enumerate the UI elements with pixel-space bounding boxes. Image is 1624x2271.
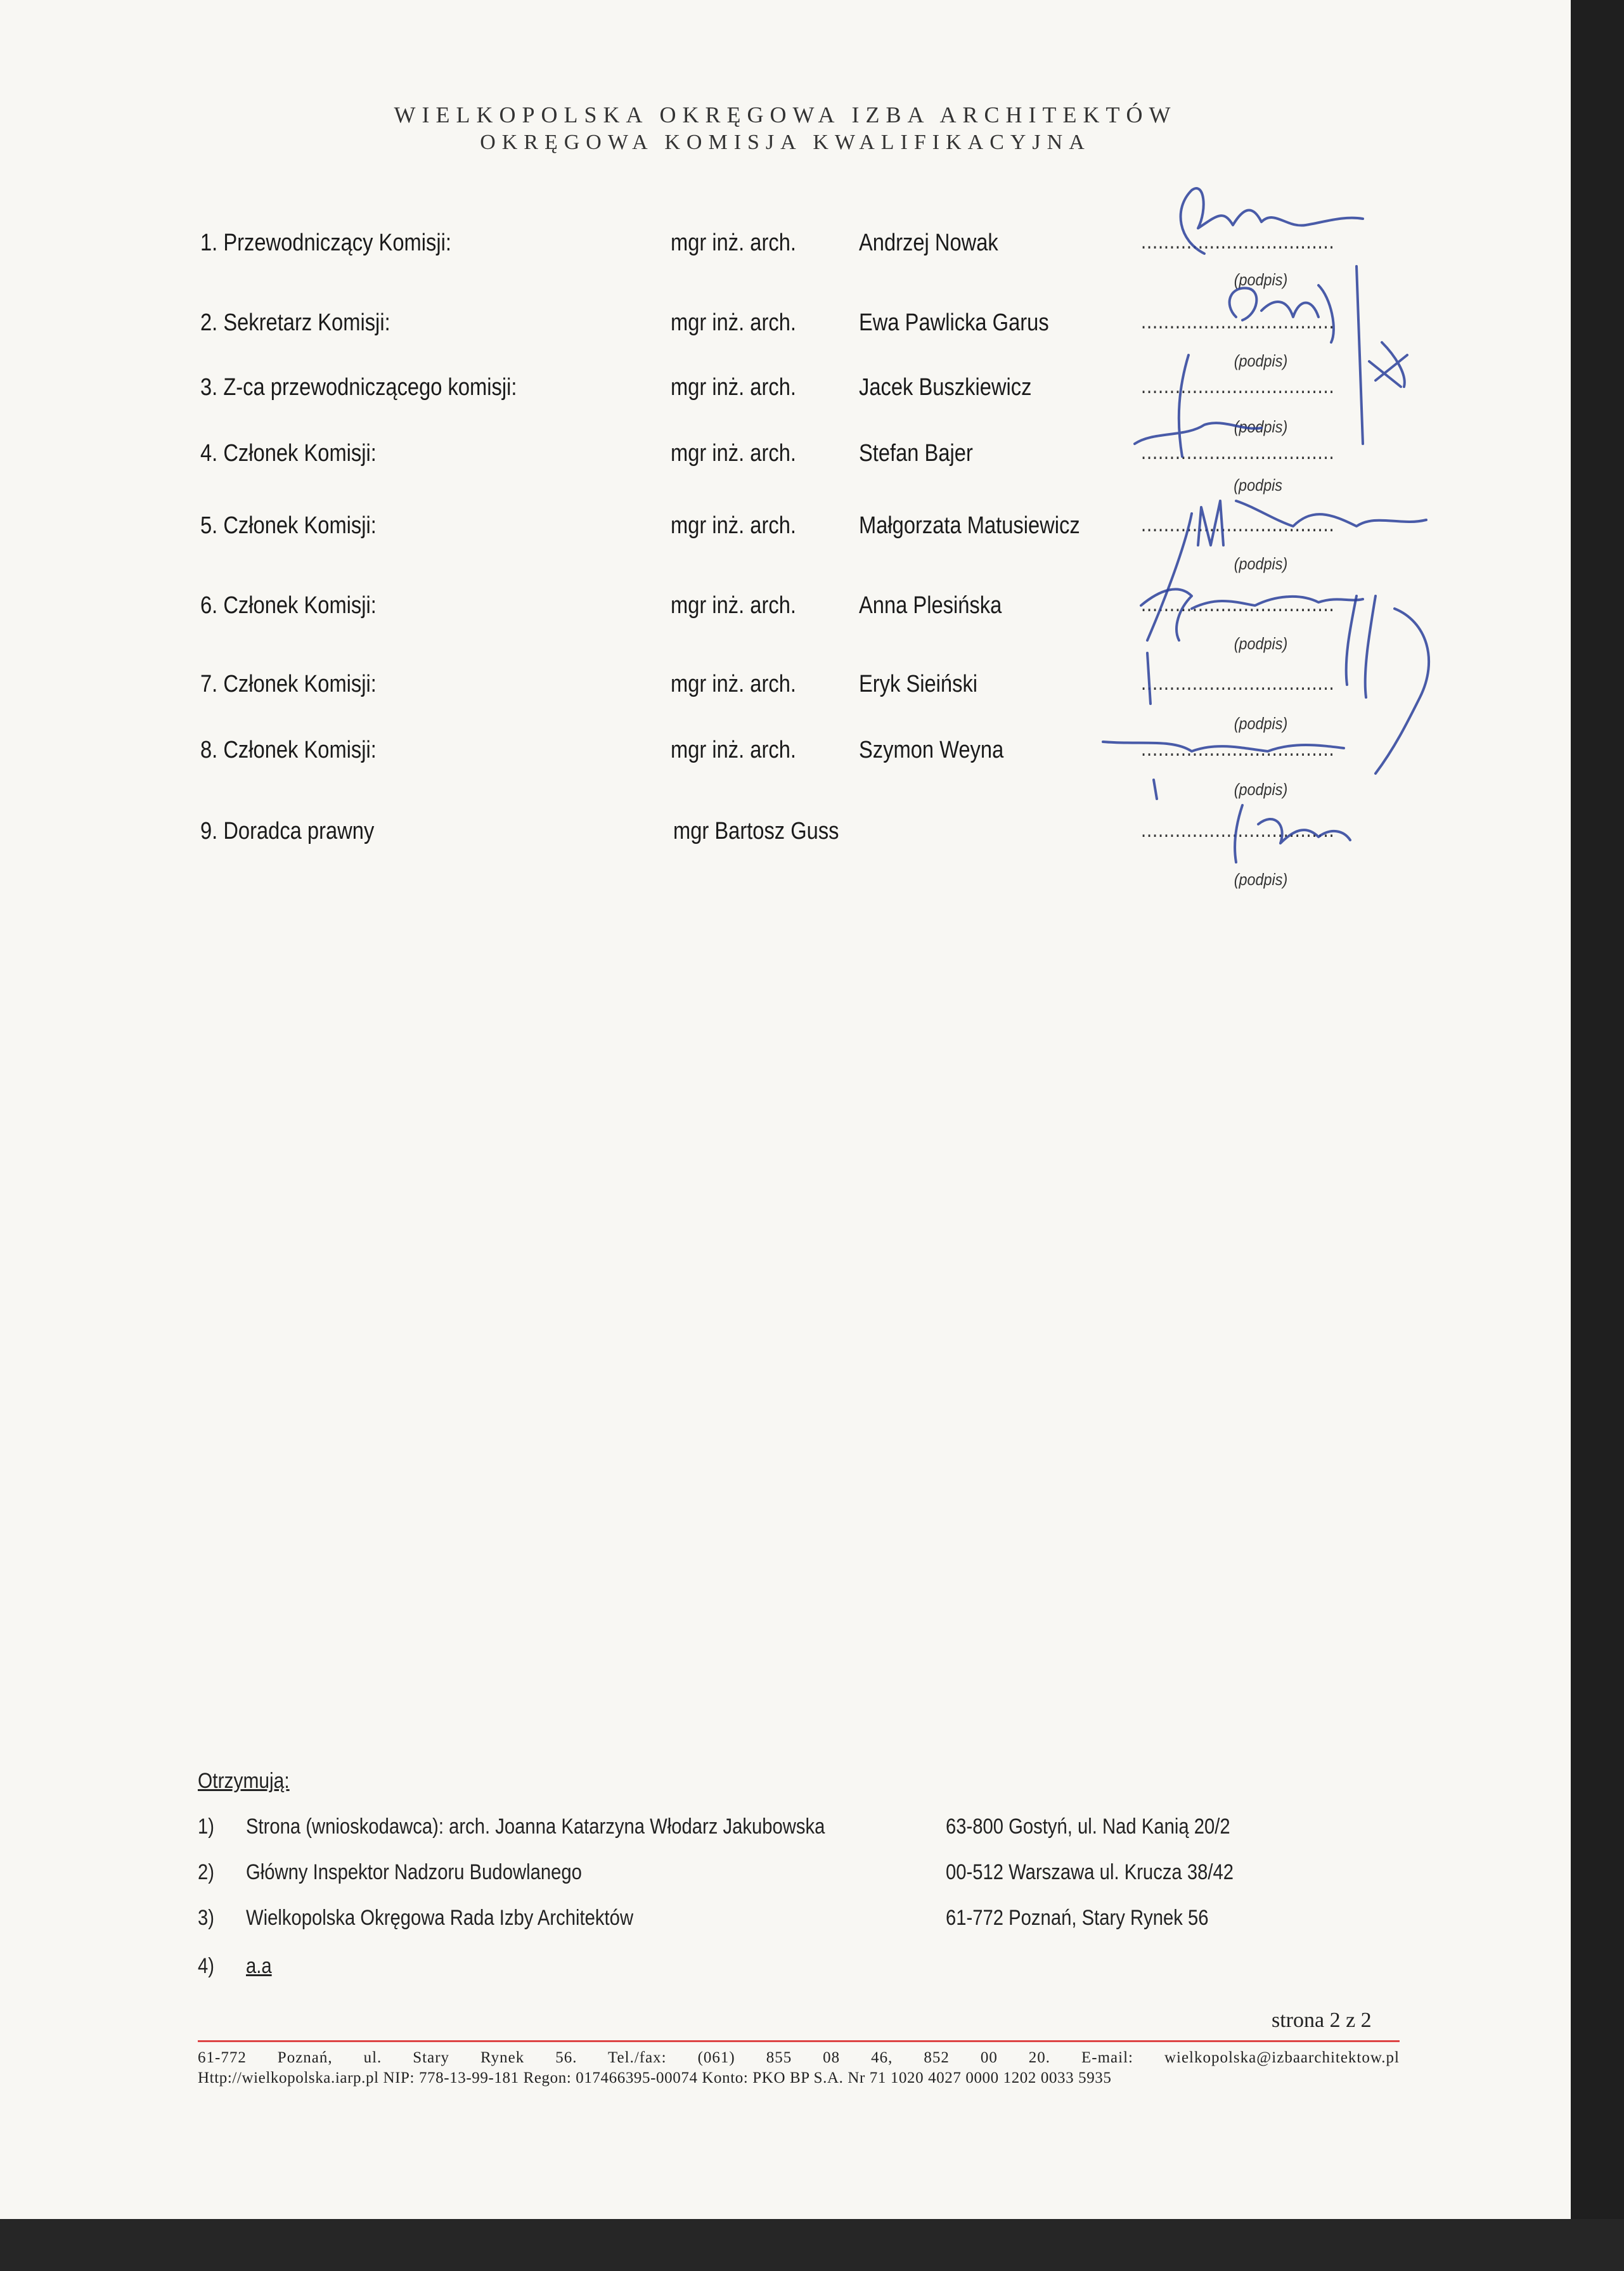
member-title: mgr inż. arch. [671, 512, 796, 539]
recipients-title: Otrzymują: [198, 1769, 290, 1793]
signature-line: .................................. [1141, 374, 1335, 398]
recipient-row [0, 1815, 1571, 1846]
member-name: Eryk Sieiński [859, 671, 978, 697]
recipient-name: a.a [246, 1954, 272, 1978]
signature-caption: (podpis) [1234, 870, 1288, 889]
member-name: Anna Plesińska [859, 592, 1002, 619]
recipient-name: Główny Inspektor Nadzoru Budowlanego [246, 1860, 582, 1884]
signature-line: .................................. [1141, 592, 1335, 616]
member-role: 7. Członek Komisji: [200, 671, 377, 697]
member-title: mgr inż. arch. [671, 309, 796, 336]
recipient-name: Wielkopolska Okręgowa Rada Izby Architektów [246, 1906, 634, 1930]
member-title: mgr inż. arch. [671, 737, 796, 763]
member-role: 6. Członek Komisji: [200, 592, 377, 619]
recipient-row [0, 1954, 1571, 1986]
signature-line: .................................. [1141, 309, 1335, 333]
recipient-name: Strona (wnioskodawca): arch. Joanna Katarzyna Włodarz Jakubowska [246, 1815, 825, 1839]
member-role: 8. Członek Komisji: [200, 737, 377, 763]
scan-border-right [1571, 0, 1624, 2271]
signature-caption: (podpis) [1234, 270, 1288, 289]
recipient-address: 61-772 Poznań, Stary Rynek 56 [946, 1906, 1209, 1930]
footer-registration-line: Http://wielkopolska.iarp.pl NIP: 778-13-99-181 Regon: 017466395-00074 Konto: PKO BP S.A. Nr 71 1020 4027 0000 1202 0033 5935 [198, 2069, 1112, 2087]
member-role: 1. Przewodniczący Komisji: [200, 230, 451, 256]
member-name: Stefan Bajer [859, 440, 973, 467]
footer-contact-line: 61-772 Poznań, ul. Stary Rynek 56. Tel./fax: (061) 855 08 46, 852 00 20. E-mail: wielkopolska@izbaarchitektow.pl [198, 2049, 1400, 2066]
signature-caption: (podpis) [1234, 780, 1288, 799]
member-title: mgr inż. arch. [671, 440, 796, 467]
signature-caption: (podpis) [1234, 634, 1288, 653]
footer-divider [198, 2040, 1400, 2042]
member-title: mgr inż. arch. [671, 671, 796, 697]
recipient-address: 63-800 Gostyń, ul. Nad Kanią 20/2 [946, 1815, 1230, 1839]
member-title: mgr inż. arch. [671, 230, 796, 256]
member-name: Andrzej Nowak [859, 230, 998, 256]
member-role: 2. Sekretarz Komisji: [200, 309, 390, 336]
signature-line: .................................. [1141, 671, 1335, 695]
member-name: Szymon Weyna [859, 737, 1004, 763]
signature-line: .................................. [1141, 440, 1335, 464]
signature-caption: (podpis) [1234, 714, 1288, 733]
member-role: 4. Członek Komisji: [200, 440, 377, 467]
member-name: Ewa Pawlicka Garus [859, 309, 1049, 336]
member-role: 5. Członek Komisji: [200, 512, 377, 539]
recipient-row [0, 1860, 1571, 1892]
recipient-number: 2) [198, 1860, 215, 1884]
member-name: Jacek Buszkiewicz [859, 374, 1032, 401]
signature-caption: (podpis) [1234, 554, 1288, 573]
signature-line: .................................. [1141, 737, 1335, 761]
member-role: 9. Doradca prawny [200, 818, 375, 844]
member-title: mgr inż. arch. [671, 592, 796, 619]
member-title: mgr Bartosz Guss [673, 818, 839, 844]
handwritten-signatures [0, 0, 1571, 919]
header-commission-name: OKRĘGOWA KOMISJA KWALIFIKACYJNA [480, 131, 1091, 154]
page-number: strona 2 z 2 [1272, 2009, 1372, 2032]
member-title: mgr inż. arch. [671, 374, 796, 401]
signature-caption: (podpis [1234, 476, 1283, 495]
recipient-row [0, 1906, 1571, 1938]
member-role: 3. Z-ca przewodniczącego komisji: [200, 374, 517, 401]
member-name: Małgorzata Matusiewicz [859, 512, 1080, 539]
recipient-number: 4) [198, 1954, 215, 1978]
recipient-number: 1) [198, 1815, 215, 1839]
recipient-address: 00-512 Warszawa ul. Krucza 38/42 [946, 1860, 1234, 1884]
scan-border-bottom [0, 2219, 1624, 2271]
header-chamber-name: WIELKOPOLSKA OKRĘGOWA IZBA ARCHITEKTÓW [394, 102, 1177, 127]
signature-caption: (podpis) [1234, 417, 1288, 436]
signature-line: .................................. [1141, 230, 1335, 254]
signature-line: .................................. [1141, 512, 1335, 536]
signature-line: .................................. [1141, 818, 1335, 842]
signature-caption: (podpis) [1234, 351, 1288, 370]
recipient-number: 3) [198, 1906, 215, 1930]
